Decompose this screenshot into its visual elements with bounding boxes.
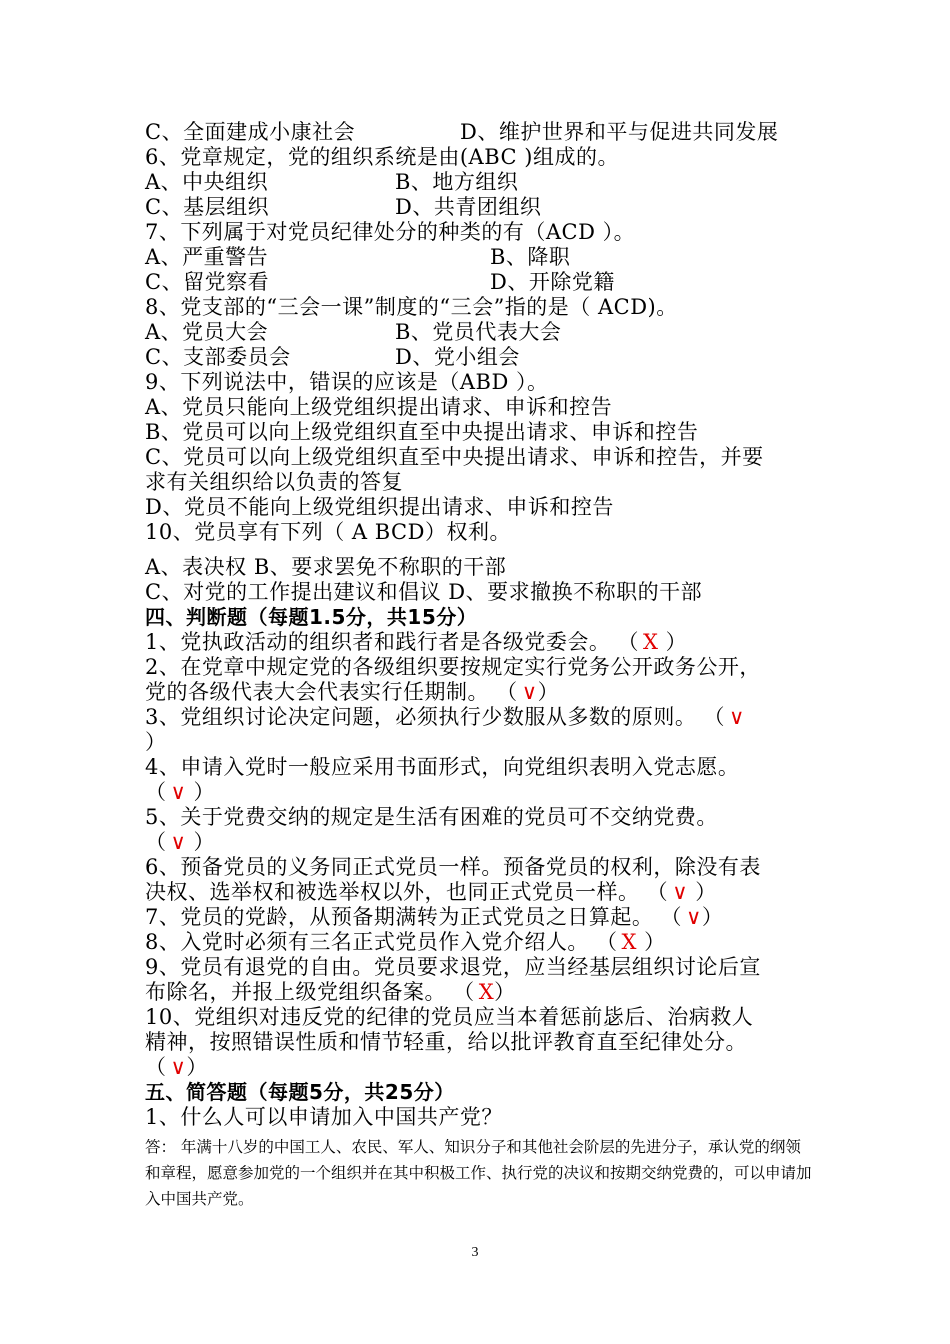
option-right: D、维护世界和平与促进共同发展 bbox=[460, 120, 779, 144]
choice-line: 7、下列属于对党员纪律处分的种类的有（ACD ）。 bbox=[145, 220, 636, 244]
judge-line bbox=[145, 730, 815, 755]
judge-line bbox=[145, 1055, 815, 1080]
correct-mark: ∨ bbox=[170, 780, 187, 804]
multiple-choice-section bbox=[145, 120, 815, 545]
choice-line: C、党员可以向上级党组织直至中央提出请求、申诉和控告，并要 bbox=[145, 445, 764, 469]
judge-text: 4、申请入党时一般应采用书面形式，向党组织表明入党志愿。 bbox=[145, 755, 740, 779]
option-line: C、对党的工作提出建议和倡议 D、要求撤换不称职的干部 bbox=[145, 580, 703, 604]
choice-line: B、党员可以向上级党组织直至中央提出请求、申诉和控告 bbox=[145, 420, 699, 444]
judge-text: 党的各级代表大会代表实行任期制。 （ bbox=[145, 680, 518, 704]
judge-line bbox=[145, 1005, 815, 1030]
judge-line bbox=[145, 655, 815, 680]
judge-text: 9、党员有退党的自由。党员要求退党，应当经基层组织讨论后宣 bbox=[145, 955, 761, 979]
short-answer-1: 答： 年满十八岁的中国工人、农民、军人、知识分子和其他社会阶层的先进分子，承认党的纲领和章程，愿意参加党的一个组织并在其中积极工作、执行党的决议和按期交纳党费的，可以申请加入中国共产党。 bbox=[145, 1138, 812, 1208]
judge-line bbox=[145, 1030, 815, 1055]
choice-option-pair bbox=[145, 170, 815, 195]
judge-text: 决权、选举权和被选举权以外，也同正式党员一样。 （ bbox=[145, 880, 669, 904]
judge-text: 3、党组织讨论决定问题，必须执行少数服从多数的原则。 （ bbox=[145, 705, 726, 729]
judge-text: 5、关于党费交纳的规定是生活有困难的党员可不交纳党费。 bbox=[145, 805, 718, 829]
judge-close: ） bbox=[186, 830, 216, 854]
option-line: A、表决权 B、要求罢免不称职的干部 bbox=[145, 555, 507, 579]
judge-close: ） bbox=[186, 1055, 208, 1079]
judge-close: ） bbox=[186, 780, 216, 804]
correct-mark: ∨ bbox=[672, 880, 689, 904]
option-left: C、留党察看 bbox=[145, 270, 270, 294]
wrong-mark: X bbox=[478, 980, 495, 1004]
choice-line: 9、下列说法中，错误的应该是（ABD ）。 bbox=[145, 370, 549, 394]
judge-line bbox=[145, 905, 815, 930]
section-5-title: 五、简答题（每题5分，共25分） bbox=[145, 1080, 455, 1104]
option-right: D、党小组会 bbox=[395, 345, 520, 369]
choice-option-pair bbox=[145, 345, 815, 370]
choice-line: 8、党支部的“三会一课”制度的“三会”指的是（ ACD)。 bbox=[145, 295, 678, 319]
judge-line bbox=[145, 805, 815, 830]
correct-mark: ∨ bbox=[686, 905, 702, 929]
option-left: A、严重警告 bbox=[145, 245, 269, 269]
option-left: C、全面建成小康社会 bbox=[145, 120, 356, 144]
judge-text: 8、入党时必须有三名正式党员作入党介绍人。 （ bbox=[145, 930, 618, 954]
judge-text: ） bbox=[145, 730, 167, 754]
option-left: A、中央组织 bbox=[145, 170, 269, 194]
true-false-section bbox=[145, 630, 815, 1080]
document-body bbox=[145, 120, 815, 1212]
choice-line: A、党员只能向上级党组织提出请求、申诉和控告 bbox=[145, 395, 613, 419]
judge-text: 精神，按照错误性质和情节轻重，给以批评教育直至纪律处分。 bbox=[145, 1030, 747, 1054]
judge-line bbox=[145, 880, 815, 905]
judge-text: 10、党组织对违反党的纪律的党员应当本着惩前毖后、治病救人 bbox=[145, 1005, 754, 1029]
judge-text: （ bbox=[145, 1055, 167, 1079]
short-question-1: 1、什么人可以申请加入中国共产党？ bbox=[145, 1105, 503, 1129]
choice-option-pair bbox=[145, 270, 815, 295]
question-10-options bbox=[145, 555, 815, 605]
option-left: C、基层组织 bbox=[145, 195, 270, 219]
judge-text: （ bbox=[145, 830, 167, 854]
judge-close: ） bbox=[494, 980, 516, 1004]
page-number: 3 bbox=[471, 1245, 479, 1260]
option-left: C、支部委员会 bbox=[145, 345, 291, 369]
choice-line: 10、党员享有下列（ A BCD）权利。 bbox=[145, 520, 511, 544]
judge-line bbox=[145, 830, 815, 855]
judge-text: 1、党执政活动的组织者和践行者是各级党委会。 （ bbox=[145, 630, 640, 654]
correct-mark: ∨ bbox=[729, 705, 745, 729]
judge-close: ） bbox=[537, 680, 560, 704]
judge-line bbox=[145, 755, 815, 780]
judge-close: ） bbox=[637, 930, 666, 954]
judge-text: 布除名，并报上级党组织备案。 （ bbox=[145, 980, 475, 1004]
choice-option-pair bbox=[145, 195, 815, 220]
section-4-title: 四、判断题（每题1.5分，共15分） bbox=[145, 605, 478, 629]
judge-line bbox=[145, 630, 815, 655]
choice-option-pair bbox=[145, 120, 815, 145]
choice-line: D、党员不能向上级党组织提出请求、申诉和控告 bbox=[145, 495, 614, 519]
option-right: D、共青团组织 bbox=[395, 195, 542, 219]
judge-close: ） bbox=[688, 880, 717, 904]
option-right: B、地方组织 bbox=[395, 170, 519, 194]
correct-mark: ∨ bbox=[170, 830, 187, 854]
choice-option-pair bbox=[145, 320, 815, 345]
wrong-mark: X bbox=[643, 630, 659, 654]
judge-line bbox=[145, 780, 815, 805]
judge-line bbox=[145, 680, 815, 705]
judge-line bbox=[145, 930, 815, 955]
judge-line bbox=[145, 955, 815, 980]
option-right: B、党员代表大会 bbox=[395, 320, 562, 344]
judge-line bbox=[145, 855, 815, 880]
choice-option-pair bbox=[145, 245, 815, 270]
judge-close: ） bbox=[658, 630, 688, 654]
option-left: A、党员大会 bbox=[145, 320, 269, 344]
choice-line: 6、党章规定，党的组织系统是由(ABC )组成的。 bbox=[145, 145, 619, 169]
correct-mark: ∨ bbox=[170, 1055, 187, 1079]
choice-line: 求有关组织给以负责的答复 bbox=[145, 470, 403, 494]
judge-line bbox=[145, 980, 815, 1005]
judge-text: 2、在党章中规定党的各级组织要按规定实行党务公开政务公开， bbox=[145, 655, 761, 679]
wrong-mark: X bbox=[621, 930, 637, 954]
option-right: B、降职 bbox=[490, 245, 571, 269]
correct-mark: ∨ bbox=[521, 680, 538, 704]
judge-text: 7、党员的党龄，从预备期满转为正式党员之日算起。 （ bbox=[145, 905, 683, 929]
option-right: D、开除党籍 bbox=[490, 270, 615, 294]
judge-line bbox=[145, 705, 815, 730]
judge-close: ） bbox=[701, 905, 724, 929]
judge-text: 6、预备党员的义务同正式党员一样。预备党员的权利，除没有表 bbox=[145, 855, 761, 879]
judge-text: （ bbox=[145, 780, 167, 804]
